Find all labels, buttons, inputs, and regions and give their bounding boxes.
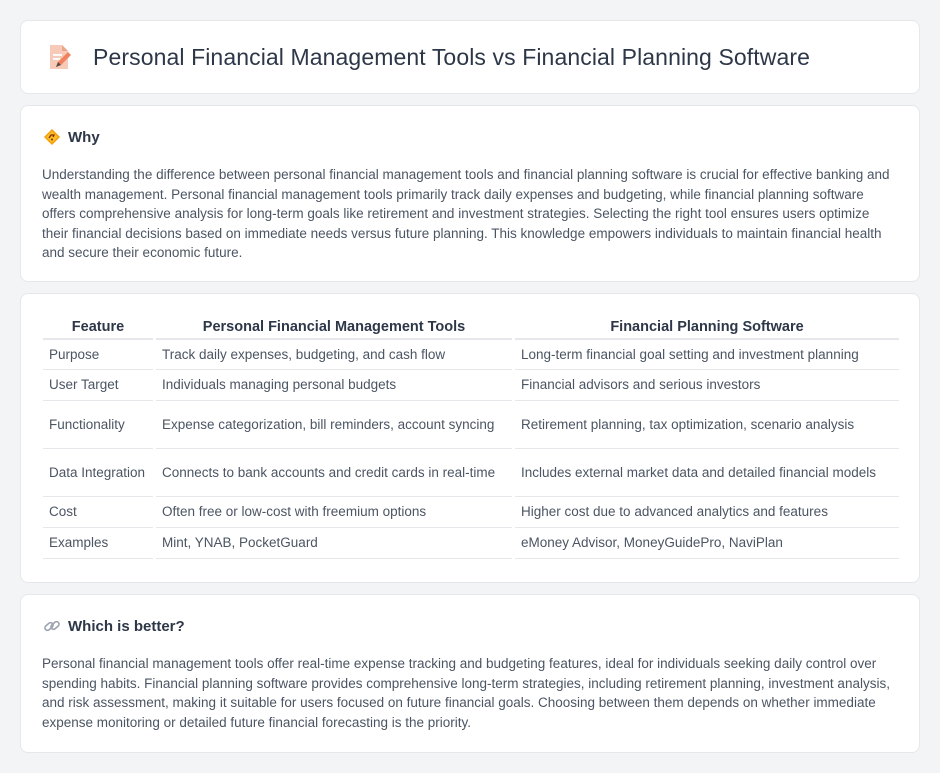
comparison-table — [43, 316, 899, 559]
link-icon — [43, 617, 61, 635]
why-text: Understanding the difference between personal financial management tools and financial planning software is crucial for effective banking and wealth management. Personal financial management tools primarily track daily expenses and budgeting, while financial planning software offers comprehensive analysis for long-term goals like retirement and investment strategies. Selecting the right tool ensures users optimize their financial decisions based on immediate needs versus future planning. This knowledge empowers individuals to maintain financial health and secure their economic future. — [42, 167, 890, 261]
better-title: Which is better? — [68, 617, 185, 635]
pfm-cell: Track daily expenses, budgeting, and cash flow — [156, 340, 512, 370]
page-title: Personal Financial Management Tools vs Financial Planning Software — [93, 43, 811, 70]
table-row — [43, 528, 899, 559]
title-row — [47, 43, 810, 71]
header-card — [20, 20, 920, 94]
why-heading — [43, 128, 100, 146]
planning-cell: Retirement planning, tax optimization, scenario analysis — [515, 401, 899, 449]
pfm-cell: Mint, YNAB, PocketGuard — [156, 528, 512, 559]
comparison-section — [20, 293, 920, 583]
pfm-cell: Expense categorization, bill reminders, account syncing — [156, 401, 512, 449]
table-row — [43, 370, 899, 401]
planning-cell: Long-term financial goal setting and investment planning — [515, 340, 899, 370]
table-header-row — [43, 316, 899, 340]
which-is-better-section — [20, 594, 920, 753]
table-row — [43, 401, 899, 449]
planning-cell: Higher cost due to advanced analytics and features — [515, 497, 899, 528]
planning-cell: Includes external market data and detailed financial models — [515, 449, 899, 497]
column-header-pfm-tools: Personal Financial Management Tools — [156, 316, 512, 340]
feature-cell: Examples — [43, 528, 153, 559]
feature-cell: Cost — [43, 497, 153, 528]
table-row — [43, 497, 899, 528]
feature-cell: User Target — [43, 370, 153, 401]
column-header-planning-software: Financial Planning Software — [515, 316, 899, 340]
table-row — [43, 340, 899, 370]
document-edit-icon — [47, 43, 73, 71]
diamond-sign-icon — [43, 128, 61, 146]
planning-cell: eMoney Advisor, MoneyGuidePro, NaviPlan — [515, 528, 899, 559]
better-text: Personal financial management tools offer real-time expense tracking and budgeting features, ideal for individuals seeking daily control over spending habits. Financial planning software provides comprehensive long-term strategies, including retirement planning, investment analysis, and risk assessment, making it suitable for users focused on future financial goals. Choosing between them depends on whether immediate expense monitoring or detailed future financial forecasting is the priority. — [42, 656, 890, 730]
table-row — [43, 449, 899, 497]
planning-cell: Financial advisors and serious investors — [515, 370, 899, 401]
feature-cell: Purpose — [43, 340, 153, 370]
why-title: Why — [68, 128, 100, 146]
better-heading — [43, 617, 185, 635]
feature-cell: Functionality — [43, 401, 153, 449]
why-section — [20, 105, 920, 282]
pfm-cell: Individuals managing personal budgets — [156, 370, 512, 401]
column-header-feature: Feature — [43, 316, 153, 340]
pfm-cell: Often free or low-cost with freemium options — [156, 497, 512, 528]
feature-cell: Data Integration — [43, 449, 153, 497]
pfm-cell: Connects to bank accounts and credit cards in real-time — [156, 449, 512, 497]
